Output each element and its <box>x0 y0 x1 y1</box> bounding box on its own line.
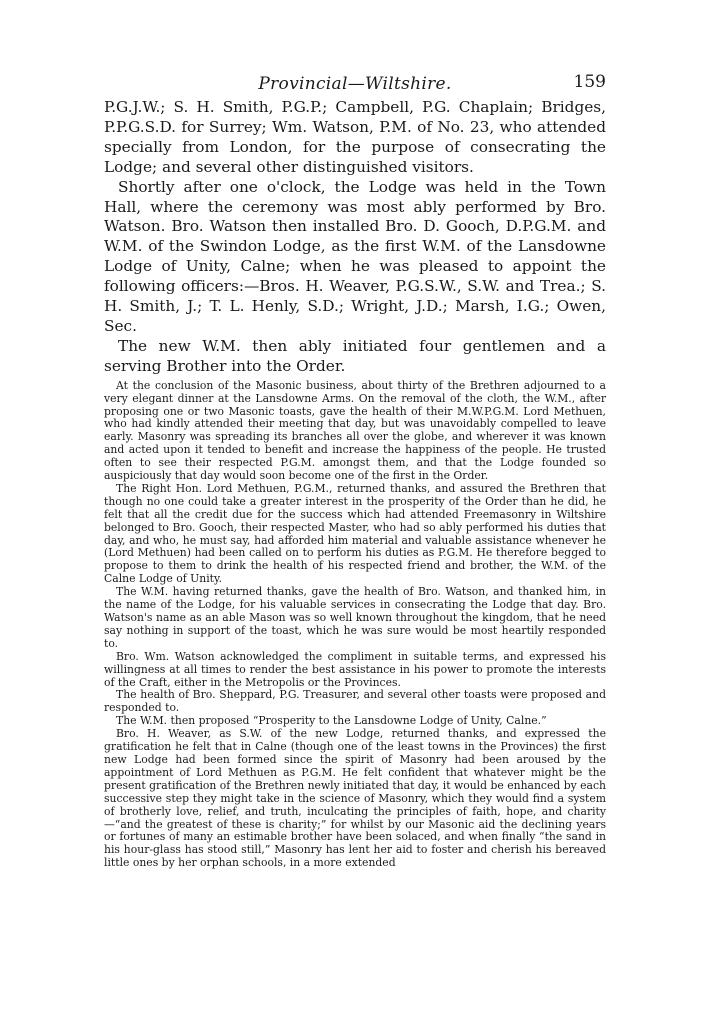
paragraph-watson-toast: The W.M. having returned thanks, gave the health of Bro. Watson, and thanked him, in the name of the Lodge, for his valuable services in consecrating the Lodge that day. Bro. Watson's name as an able Mason was so well known throughout the kingdom, that he need say nothing in support of the toast, which he was sure would be most heartily responded to. <box>104 585 606 650</box>
paragraph-sheppard-toast: The health of Bro. Sheppard, P.G. Treasurer, and several other toasts were proposed and responded to. <box>104 688 606 715</box>
paragraph-watson-reply: Bro. Wm. Watson acknowledged the compliment in suitable terms, and expressed his willingness at all times to render the best assistance in his power to promote the interests of the Craft, either in the Metropolis or the Provinces. <box>104 649 606 689</box>
paragraph-lodge-toast: The W.M. then proposed “Prosperity to the Lansdowne Lodge of Unity, Calne.” <box>116 714 547 728</box>
running-title: Provincial—Wiltshire. <box>258 74 452 94</box>
page-number: 159 <box>573 72 606 92</box>
page-header <box>104 72 606 98</box>
paragraph-initiation: The new W.M. then ably initiated four gentlemen and a serving Brother into the Order. <box>104 336 606 375</box>
paragraph-ceremony: Shortly after one o'clock, the Lodge was held in the Town Hall, where the ceremony was most ably performed by Bro. Watson. Bro. Watson then installed Bro. D. Gooch, D.P.G.M. and W.M. of the Swindon Lodge, as the first W.M. of the Lansdowne Lodge of Unity, Calne; when he was pleased to appoint the following officers:—Bros. H. Weaver, P.G.S.W., S.W. and Trea.; S. H. Smith, J.; T. L. Henly, S.D.; Wright, J.D.; Marsh, I.G.; Owen, Sec. <box>104 177 606 335</box>
banquet-report <box>104 380 606 870</box>
paragraph-attendees: P.G.J.W.; S. H. Smith, P.G.P.; Campbell, P.G. Chaplain; Bridges, P.P.G.S.D. for Surrey; Wm. Watson, P.M. of No. 23, who attended specially from London, for the purpose of consecrating the Lodge; and several other distinguished visitors. <box>104 98 606 176</box>
paragraph-weaver-reply: Bro. H. Weaver, as S.W. of the new Lodge, returned thanks, and expressed the gratification he felt that in Calne (though one of the least towns in the Provinces) the first new Lodge had been formed since the spirit of Masonry had been aroused by the appointment of Lord Methuen as P.G.M. He felt confident that whatever might be the present gratification of the Brethren newly initiated that day, it would be enhanced by each successive step they might take in the science of Masonry, which they would find a system of brotherly love, relief, and truth, inculcating the principles of faith, hope, and charity—“and the greatest of these is charity;” for whilst by our Masonic aid the declining years or fortunes of many an estimable brother have been solaced, and when finally “the sand in his hour-glass has stood still,” Masonry has lent her aid to foster and cherish his bereaved little ones by her orphan schools, in a more extended <box>104 727 606 870</box>
paragraph-dinner: At the conclusion of the Masonic business, about thirty of the Brethren adjourned to a very elegant dinner at the Lansdowne Arms. On the removal of the cloth, the W.M., after proposing one or two Masonic toasts, gave the health of their M.W.P.G.M. Lord Methuen, who had kindly attended their meeting that day, but was unavoidably compelled to leave early. Masonry was spreading its branches all over the globe, and wherever it was known and acted upon it tended to benefit and increase the happiness of the people. He trusted often to see their respected P.G.M. amongst them, and that the Lodge founded so auspiciously that day would soon become one of the first in the Order. <box>104 378 606 483</box>
page <box>104 72 606 870</box>
paragraph-methuen-reply: The Right Hon. Lord Methuen, P.G.M., returned thanks, and assured the Brethren that though no one could take a greater interest in the prosperity of the Order than he did, he felt that all the credit due for the success which had attended Freemasonry in Wiltshire belonged to Bro. Gooch, their respected Master, who had so ably performed his duties that day, and who, he must say, had afforded him material and valuable assistance whenever he (Lord Methuen) had been called on to perform his duties as P.G.M. He therefore begged to propose to them to drink the health of his respected friend and brother, the W.M. of the Calne Lodge of Unity. <box>104 481 606 586</box>
